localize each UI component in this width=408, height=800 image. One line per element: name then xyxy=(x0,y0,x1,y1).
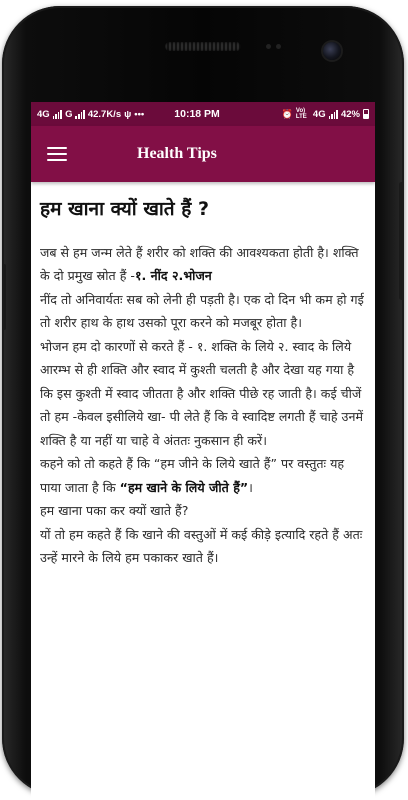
power-button xyxy=(399,182,404,300)
screen xyxy=(31,102,375,800)
paragraph-3: भोजन हम दो कारणों से करते हैं - १. शक्ति के लिये २. स्वाद के लिये xyxy=(40,338,352,354)
paragraph-7: यों तो हम कहते हैं कि खाने की वस्तुओं में कई कीड़े इत्यादि रहते हैं अतः उन्हें मारने के लिये हम पकाकर खाते हैं। xyxy=(40,526,363,566)
menu-icon[interactable] xyxy=(47,147,67,161)
app-bar xyxy=(31,126,375,182)
bold-text: १. नींद २.भोजन xyxy=(134,268,212,284)
front-camera xyxy=(323,42,341,60)
paragraph-6: हम खाना पका कर क्यों खाते हैं? xyxy=(40,503,189,519)
battery-icon xyxy=(363,109,369,119)
bold-quote: “हम खाने के लिये जीते हैं” xyxy=(119,479,249,495)
app-title: Health Tips xyxy=(137,145,217,162)
network-type-right: 4G xyxy=(312,108,326,120)
signal-icon-2 xyxy=(75,110,84,119)
status-bar xyxy=(31,102,375,126)
article-content[interactable] xyxy=(31,198,375,570)
light-sensor xyxy=(276,44,281,49)
paragraph-1: जब से हम जन्म लेते हैं शरीर को शक्ति की आवश्यकता होती है। शक्ति के दो प्रमुख स्रोत हैं -१. नींद २.भोजन xyxy=(40,244,359,284)
network-speed: 42.7K/s xyxy=(87,108,122,120)
signal-icon xyxy=(53,110,62,119)
paragraph-4: आरम्भ से ही शक्ति और स्वाद में कुश्ती चलती है और देखा यह गया है कि इस कुश्ती में स्वाद जीतता है और शक्ति पीछे रह जाती है। कई चीजें तो हम -केवल इसीलिये खा- पी लेते हैं कि वे स्वादिष्ट लगती हैं चाहे उनमें शक्ति है या नहीं या चाहे वे अंततः नुकसान ही करें। xyxy=(40,362,363,448)
network-type-2: G xyxy=(65,108,73,120)
usb-icon: ψ xyxy=(124,108,132,120)
paragraph-2: नींद तो अनिवार्यतः सब को लेनी ही पड़ती है। एक दो दिन भी कम हो गई तो शरीर हाथ के हाथ उसको पूरा करने को मजबूर होता है। xyxy=(40,291,364,331)
alarm-icon: ⏰ xyxy=(281,108,293,119)
proximity-sensor xyxy=(266,44,271,49)
signal-icon-right xyxy=(329,110,338,119)
more-notifications-icon: ••• xyxy=(134,108,145,120)
clock: 10:18 PM xyxy=(174,108,220,120)
network-type-1: 4G xyxy=(37,108,50,120)
volte-icon: Vo) LTE xyxy=(295,108,307,120)
volume-button xyxy=(2,264,6,330)
earpiece-speaker xyxy=(165,42,241,51)
article-heading: हम खाना क्यों खाते हैं ? xyxy=(40,198,209,220)
battery-percent: 42% xyxy=(340,108,360,120)
paragraph-5: कहने को तो कहते हैं कि “हम जीने के लिये खाते हैं” पर वस्तुतः यह पाया जाता है कि “हम खाने के लिये जीते हैं”। xyxy=(40,456,345,495)
